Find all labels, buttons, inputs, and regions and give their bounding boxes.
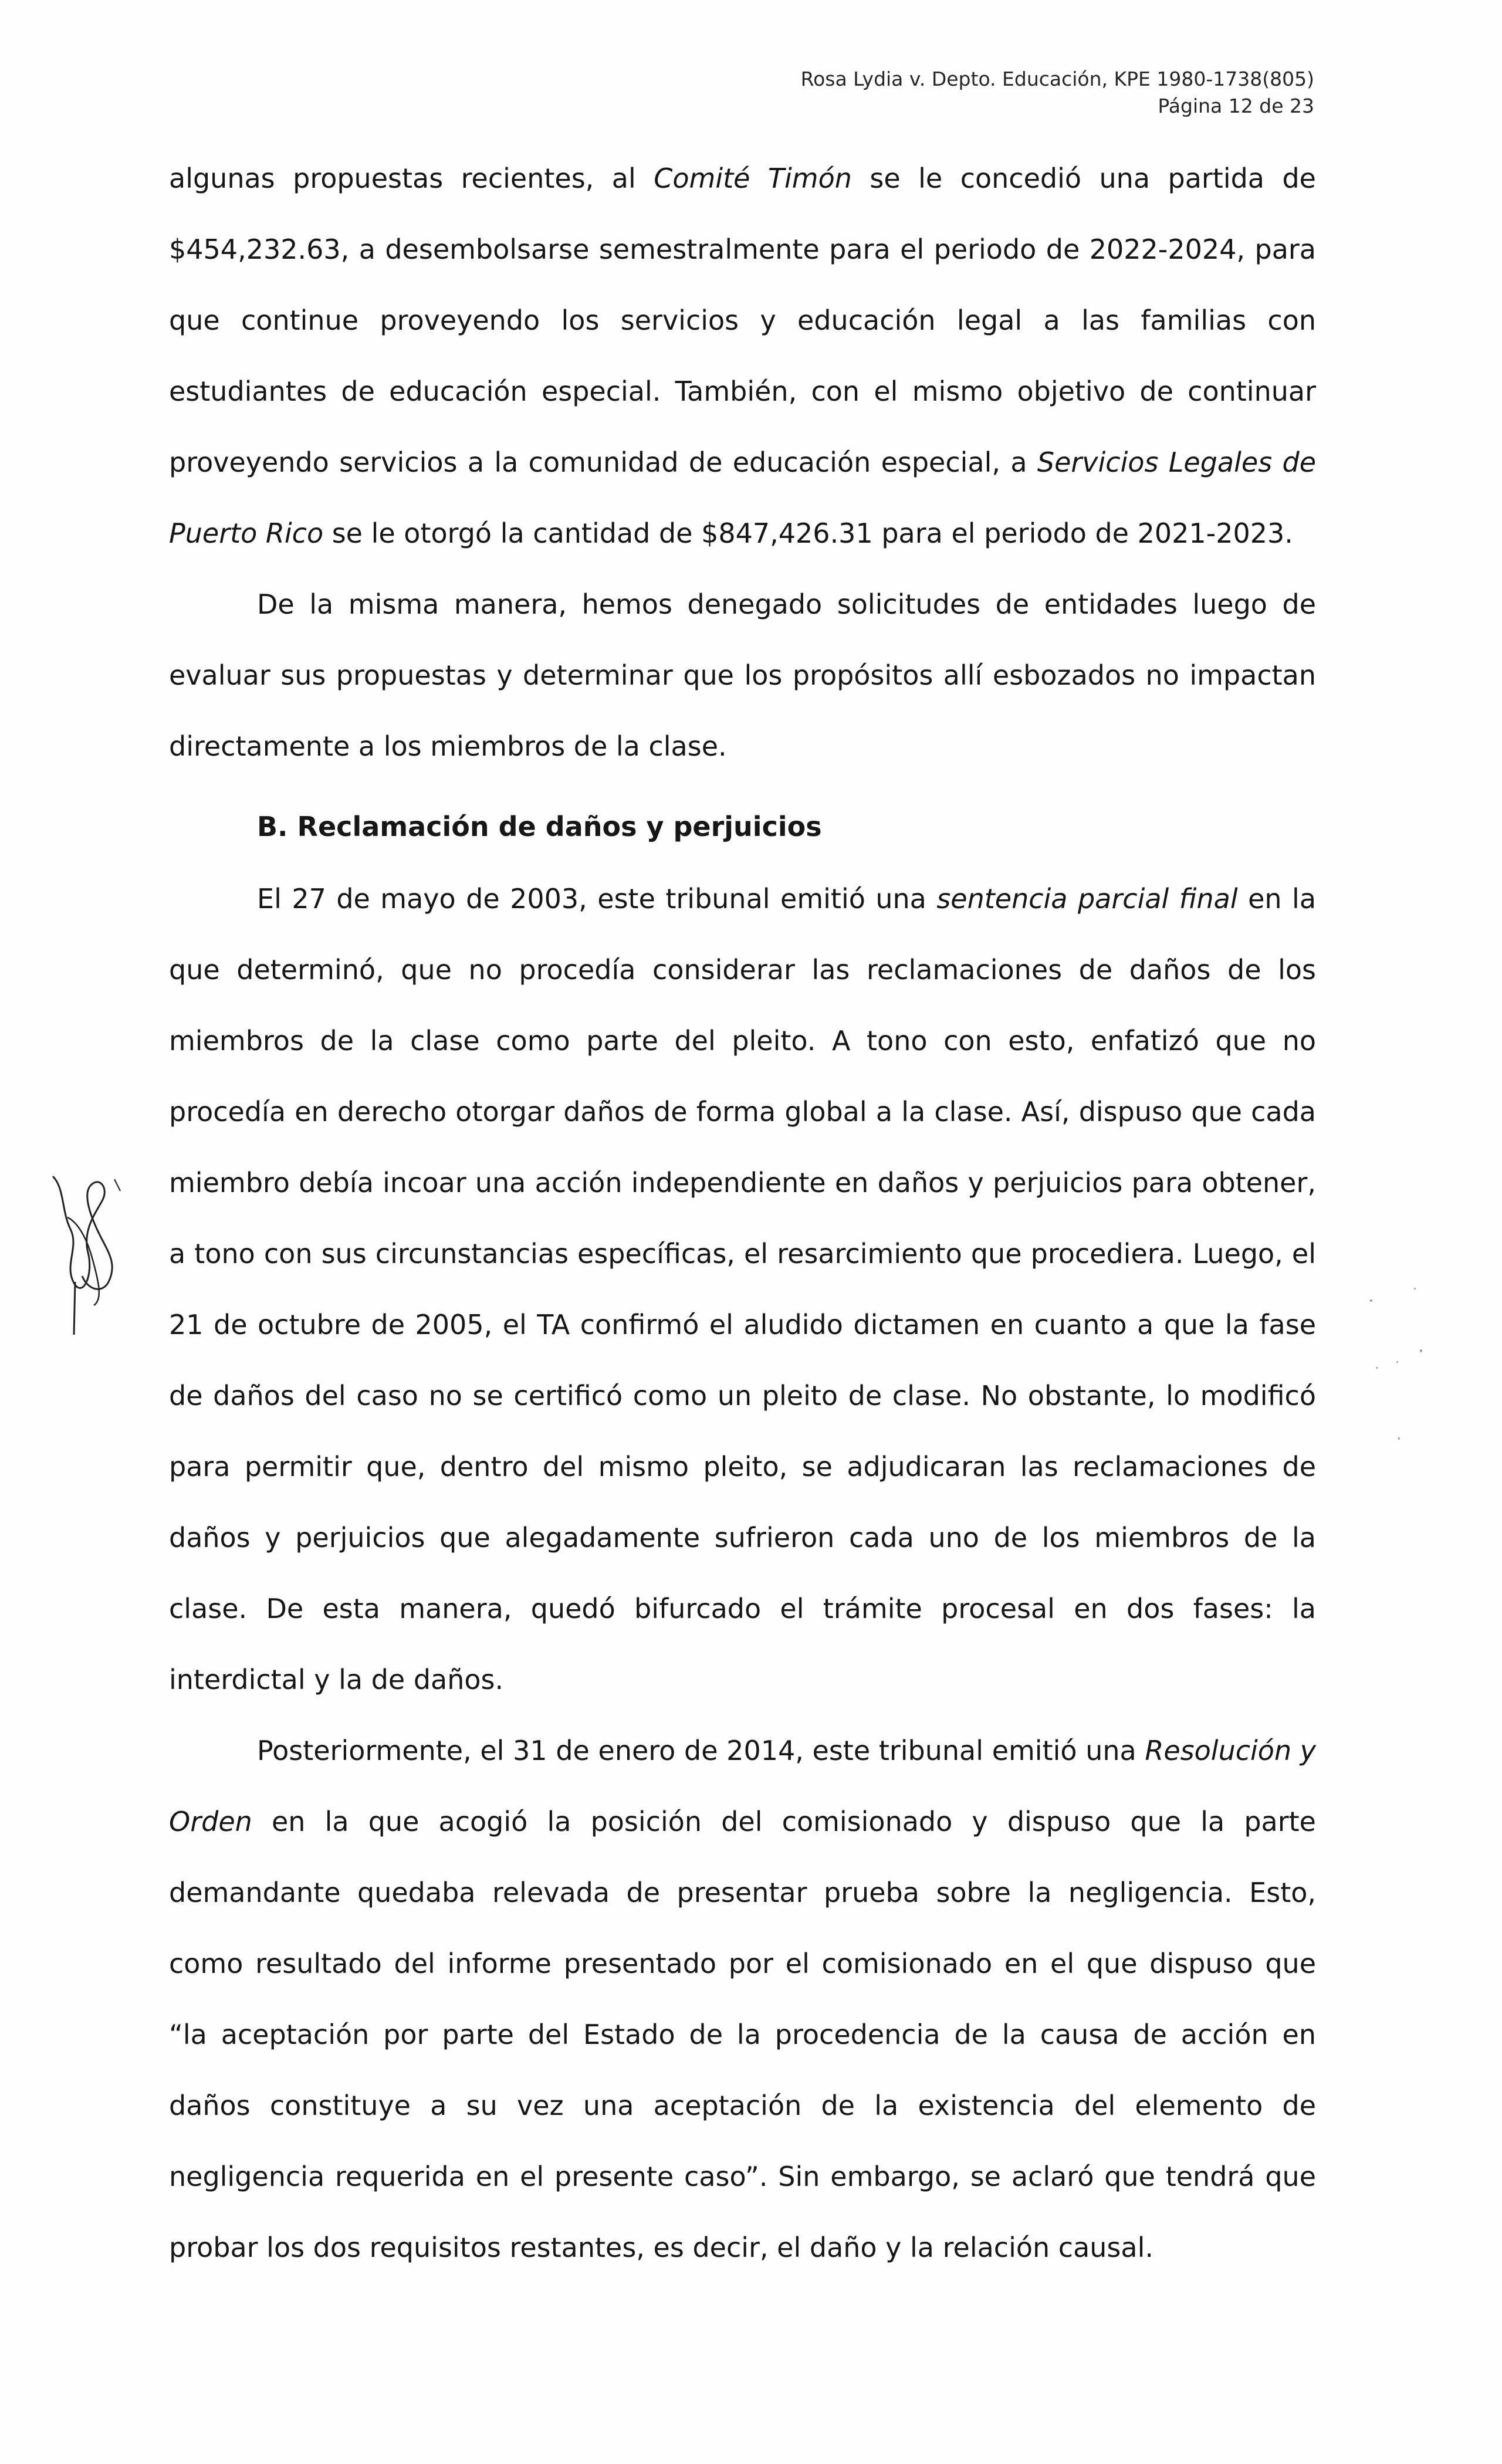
page-header <box>801 66 1314 120</box>
paragraph-4: Posteriormente, el 31 de enero de 2014, este tribunal emitió una Resolución y Orden en la que acogió la posición del comisionado y dispuso que la parte demandante quedaba relevada de presentar prueba sobre la negligencia. Esto, como resultado del informe presentado por el comisionado en el que dispuso que “la aceptación por parte del Estado de la procedencia de la causa de acción en daños constituye a su vez una aceptación de la existencia del elemento de negligencia requerida en el presente caso”. Sin embargo, se aclaró que tendrá que probar los dos requisitos restantes, es decir, el daño y la relación causal. <box>169 1735 1316 2263</box>
section-heading-b: B. Reclamación de daños y perjuicios <box>257 811 822 842</box>
scan-speck <box>1414 1288 1416 1289</box>
scan-speck <box>1376 1367 1378 1369</box>
scan-speck <box>1396 1361 1398 1363</box>
paragraph-3: El 27 de mayo de 2003, este tribunal emitió una sentencia parcial final en la que determinó, que no procedía considerar las reclamaciones de daños de los miembros de la clase como parte del pleito. A tono con esto, enfatizó que no procedía en derecho otorgar daños de forma global a la clase. Así, dispuso que cada miembro debía incoar una acción independiente en daños y perjuicios para obtener, a tono con sus circunstancias específicas, el resarcimiento que procediera. Luego, el 21 de octubre de 2005, el TA confirmó el aludido dictamen en cuanto a que la fase de daños del caso no se certificó como un pleito de clase. No obstante, lo modificó para permitir que, dentro del mismo pleito, se adjudicaran las reclamaciones de daños y perjuicios que alegadamente sufrieron cada uno de los miembros de la clase. De esta manera, quedó bifurcado el trámite procesal en dos fases: la interdictal y la de daños. <box>169 883 1317 1695</box>
italic-servicios-legales: Servicios Legales de Puerto Rico <box>169 446 1317 549</box>
handwritten-initials-signature <box>47 1165 135 1341</box>
page-number: Página 12 de 23 <box>1158 94 1314 117</box>
italic-comite-timon: Comité Timón <box>654 163 852 194</box>
scan-speck <box>1370 1299 1372 1302</box>
scan-speck <box>1420 1349 1422 1352</box>
italic-resolucion-y-orden: Resolución y Orden <box>169 1735 1316 1837</box>
scan-speck <box>1398 1437 1400 1440</box>
case-caption: Rosa Lydia v. Depto. Educación, KPE 1980-1738(805) <box>800 67 1314 90</box>
italic-sentencia-parcial-final: sentencia parcial final <box>936 883 1238 915</box>
paragraph-1: algunas propuestas recientes, al Comité Timón se le concedió una partida de $454,232.63, a desembolsarse semestralmente para el periodo de 2022-2024, para que continue proveyendo los servicios y educación legal a las familias con estudiantes de educación especial. También, con el mismo objetivo de continuar proveyendo servicios a la comunidad de educación especial, a Servicios Legales de Puerto Rico se le otorgó la cantidad de $847,426.31 para el periodo de 2021-2023. <box>169 163 1317 549</box>
document-body <box>169 143 1316 2283</box>
paragraph-2: De la misma manera, hemos denegado solicitudes de entidades luego de evaluar sus propuestas y determinar que los propósitos allí esbozados no impactan directamente a los miembros de la clase. <box>169 588 1316 762</box>
